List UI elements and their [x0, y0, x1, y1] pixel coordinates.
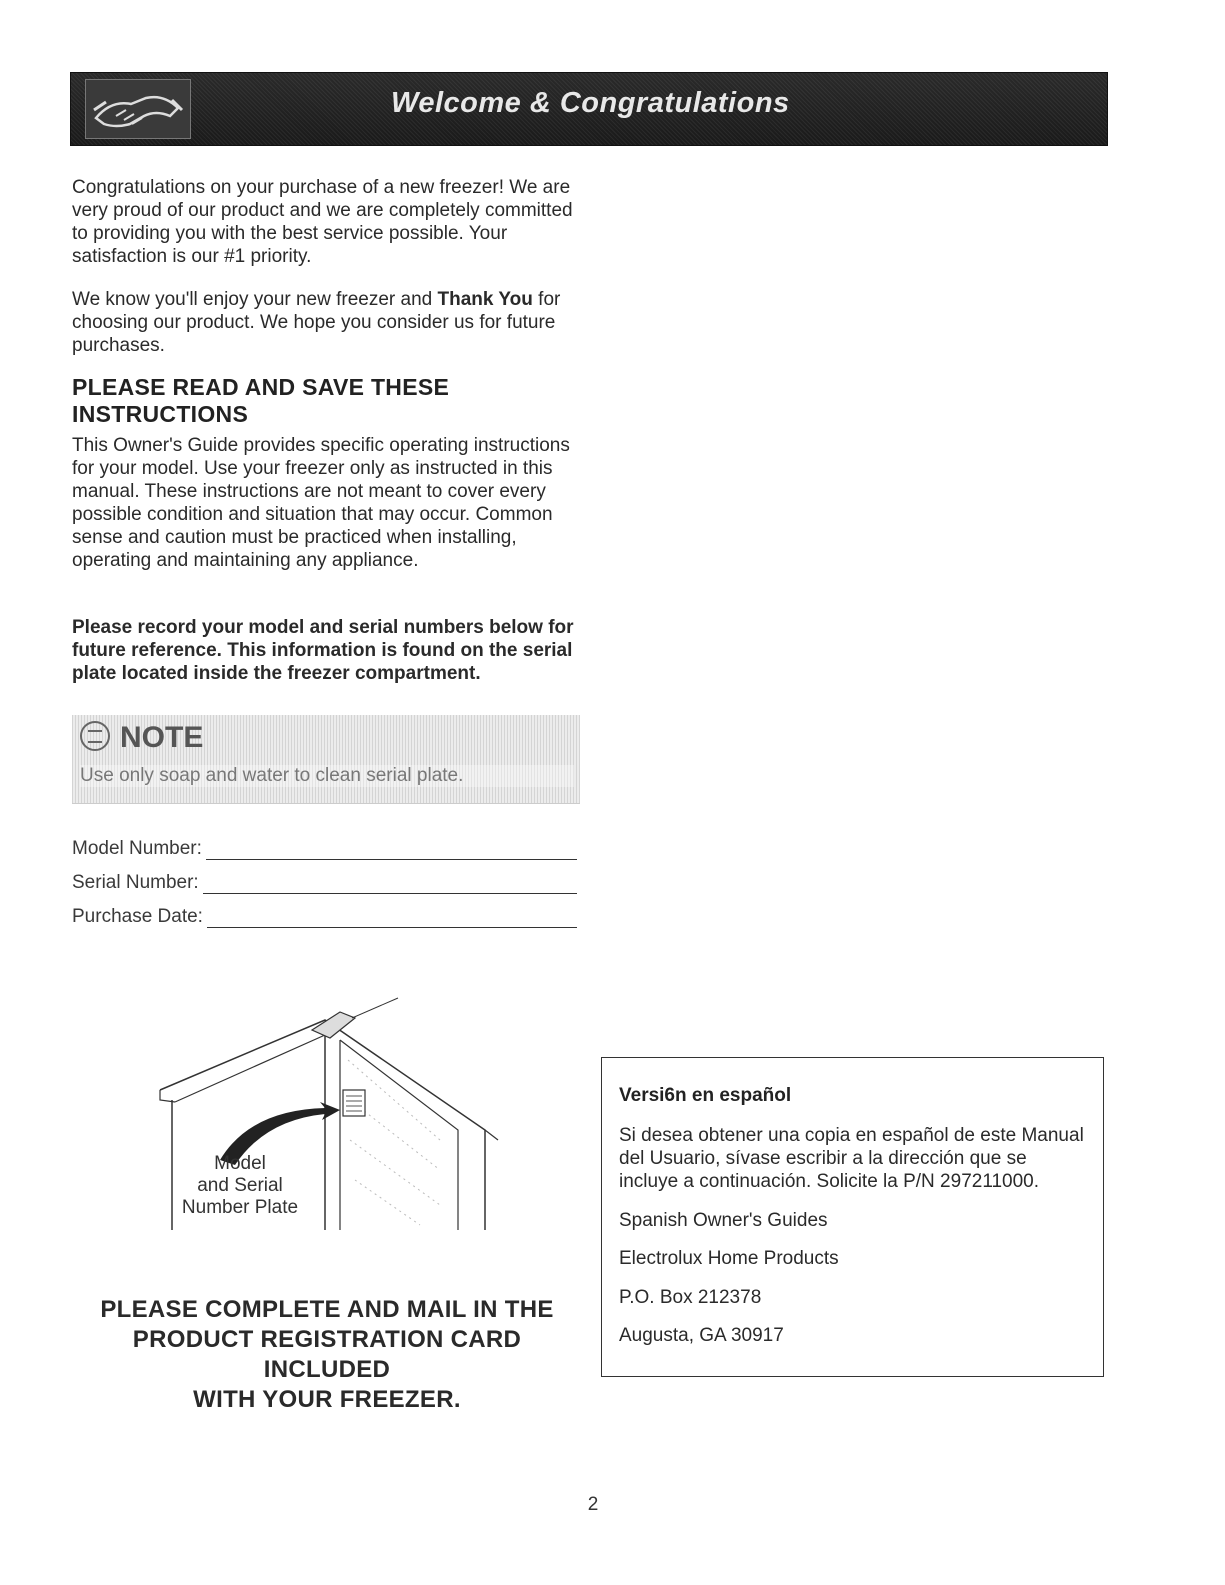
instructions-heading: PLEASE READ AND SAVE THESE INSTRUCTIONS — [72, 374, 450, 427]
note-heading: NOTE — [80, 721, 203, 755]
registration-card-notice: PLEASE COMPLETE AND MAIL IN THE PRODUCT REGISTRATION CARD INCLUDED WITH YOUR FREEZER. — [100, 1296, 554, 1413]
serial-number-line — [203, 877, 577, 894]
model-number-field: Model Number: — [72, 838, 577, 860]
note-icon — [80, 721, 110, 751]
serial-plate-label: Model and Serial Number Plate — [181, 1153, 299, 1218]
spanish-version-box — [601, 1057, 1104, 1377]
handshake-icon — [85, 79, 191, 139]
instructions-paragraph: This Owner's Guide provides specific operating instructions for your model. Use your freezer only as instructed in this manual. These instructions are not meant to cover every possible condition and situation that may occur. Common sense and caution must be practiced when installing, operating and maintaining any appliance. — [72, 435, 570, 571]
note-box — [72, 715, 580, 804]
spanish-address-line-1: Spanish Owner's Guides — [619, 1210, 828, 1231]
note-text: Use only soap and water to clean serial plate. — [80, 765, 574, 787]
serial-number-field: Serial Number: — [72, 872, 577, 894]
page-title: Welcome & Congratulations — [391, 87, 790, 119]
purchase-date-field: Purchase Date: — [72, 906, 577, 928]
spanish-address-line-3: P.O. Box 212378 — [619, 1287, 762, 1308]
page-number: 2 — [587, 1494, 599, 1515]
record-numbers-paragraph: Please record your model and serial numbers below for future reference. This information is found on the serial plate located inside the freezer compartment. — [72, 617, 574, 684]
spanish-address-line-4: Augusta, GA 30917 — [619, 1325, 784, 1346]
model-number-line — [206, 843, 577, 860]
header-banner — [70, 72, 1108, 146]
spanish-box-body: Si desea obtener una copia en español de este Manual del Usuario, sívase escribir a la dirección que se incluye a continuación. Solicite la P/N 297211000. — [619, 1125, 1084, 1192]
intro-paragraph-2: We know you'll enjoy your new freezer and Thank You for choosing our product. We hope you consider us for future purchases. — [72, 289, 561, 356]
spanish-address-line-2: Electrolux Home Products — [619, 1248, 839, 1269]
intro-paragraph-1: Congratulations on your purchase of a new freezer! We are very proud of our product and we are completely committed to providing you with the best service possible. Your satisfaction is our #1 priority. — [72, 177, 573, 267]
spanish-box-title: Versi6n en español — [619, 1085, 792, 1106]
purchase-date-line — [207, 911, 577, 928]
